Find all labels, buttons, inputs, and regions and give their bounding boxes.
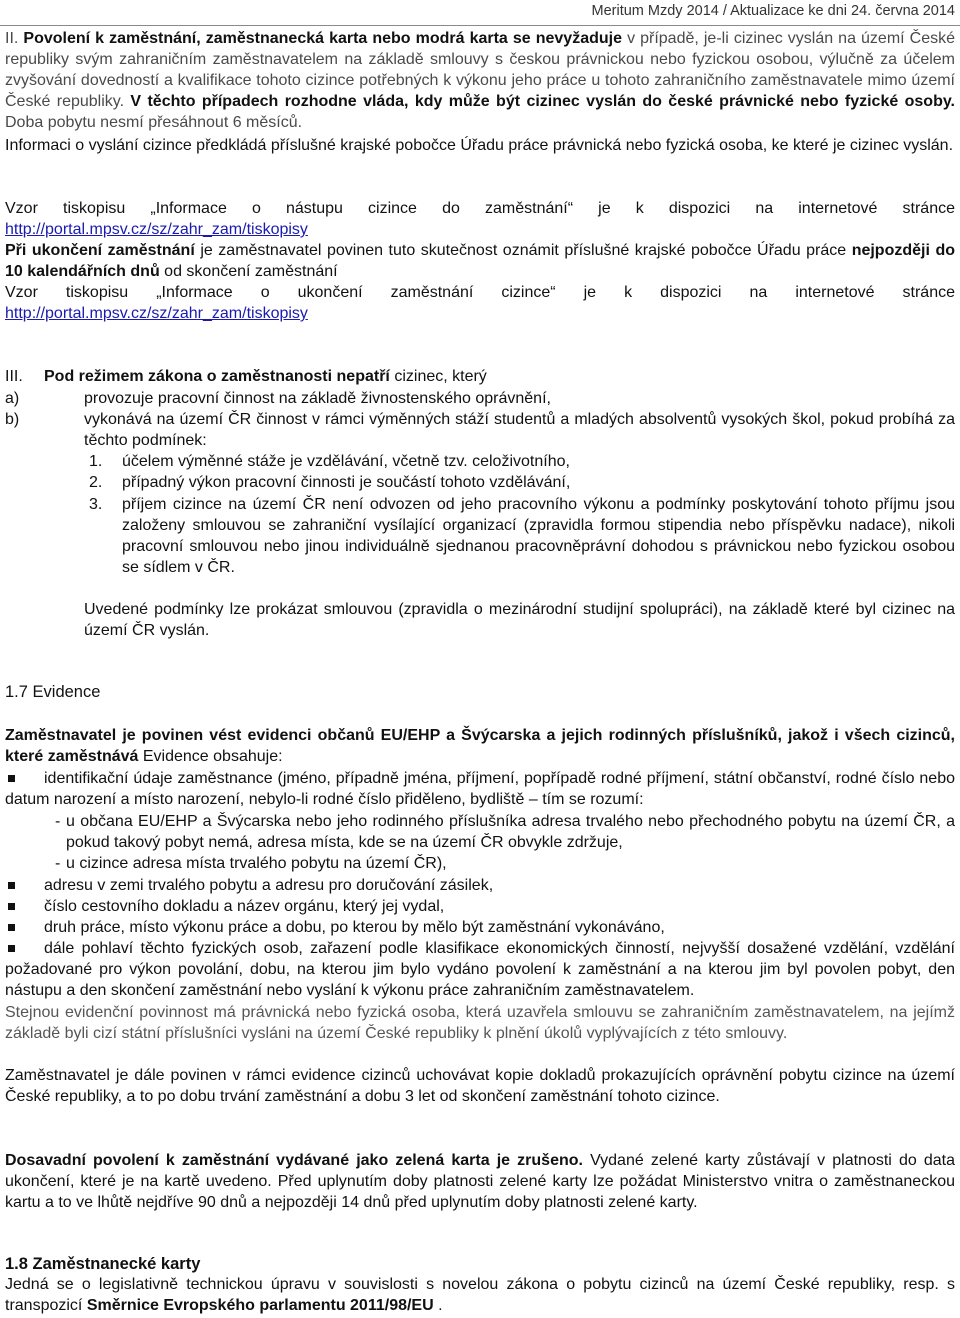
green-card-paragraph <box>5 1150 955 1213</box>
section-iii-heading-rest: cizinec, který <box>394 368 487 385</box>
evidence-intro-bold: Zaměstnavatel je povinen vést evidenci občanů EU/EHP a Švýcarska a jejich rodinných příslušníků, jakož i všech cizinců, které zaměstnává <box>5 727 955 765</box>
bullet-square-icon <box>8 924 15 931</box>
bullet-square-icon <box>8 903 15 910</box>
section-1-8-title: 1.8 Zaměstnanecké karty <box>5 1255 201 1273</box>
bullet-text: adresu v zemi trvalého pobytu a adresu pro doručování zásilek, <box>44 877 494 894</box>
proof-note: Uvedené podmínky lze prokázat smlouvou (zpravidla o mezinárodní studijní spolupráci), na základě které byl cizinec na území ČR vyslán. <box>84 601 955 639</box>
condition-item <box>89 451 955 472</box>
bullet-square-icon <box>8 775 15 782</box>
termination-paragraph <box>5 240 955 282</box>
condition-label: 1. <box>89 453 103 470</box>
list-item-text: provozuje pracovní činnost na základě živnostenského oprávnění, <box>84 390 551 407</box>
green-card-bold: Dosavadní povolení k zaměstnání vydávané jako zelená karta je zrušeno. <box>5 1152 583 1169</box>
running-header: Meritum Mzdy 2014 / Aktualizace ke dni 24. června 2014 <box>591 3 955 19</box>
sub-item-marker: - <box>55 855 61 872</box>
section-iii-heading-row <box>5 366 955 387</box>
bullet-square-icon <box>8 882 15 889</box>
condition-item <box>89 494 955 578</box>
bullet-text: číslo cestovního dokladu a název orgánu, který jej vydal, <box>44 898 445 915</box>
section-ii-paragraph <box>5 28 955 133</box>
section-1-8-text: Jedná se o legislativně technickou úpravu v souvislosti s novelou zákona o pobytu cizinců na území České republiky, resp. s transpozicí <box>5 1276 955 1314</box>
bullet-square-icon <box>8 945 15 952</box>
sub-item <box>55 853 955 874</box>
section-ii-government-rule: V těchto případech rozhodne vláda, kdy může být cizinec vyslán do české právnické nebo fyzické osoby. <box>130 93 955 110</box>
condition-label: 2. <box>89 474 103 491</box>
end-form-paragraph <box>5 282 955 324</box>
condition-item <box>89 472 955 493</box>
termination-bold: Při ukončení zaměstnání <box>5 242 195 259</box>
list-item <box>5 409 955 451</box>
section-1-8-paragraph <box>5 1274 955 1316</box>
sub-item-marker: - <box>55 813 61 830</box>
contractor-note: Stejnou evidenční povinnost má právnická nebo fyzická osoba, která uzavřela smlouvu se zahraničním zaměstnavatelem, na jejímž základě byli cizí státní příslušníci vysláni na území České republiky k plnění úkolů vyplývajících z této smlouvy. <box>5 1004 955 1042</box>
section-1-8-end: . <box>438 1297 443 1314</box>
end-form-text: Vzor tiskopisu „Informace o ukončení zaměstnání cizince“ je k dispozici na internetové stránce <box>5 284 955 301</box>
evidence-intro <box>5 725 955 767</box>
sub-item <box>55 811 955 853</box>
condition-text: příjem cizince na území ČR není odvozen od jeho pracovního výkonu a podmínky poskytování tohoto příjmu jsou založeny smlouvou se zahraniční vysílající organizací (zpravidla formou stipendia nebo příspěvku nadace), nikoli pracovní smlouvou nebo jinou individuálně sjednanou pracovněprávní dohodou s právnickou nebo fyzickou osobou se sídlem v ČR. <box>122 496 955 576</box>
section-ii-stay-limit: Doba pobytu nesmí přesáhnout 6 měsíců. <box>5 114 303 131</box>
section-ii-notification: Informaci o vyslání cizince předkládá příslušné krajské pobočce Úřadu práce právnická nebo fyzická osoba, ke které je cizinec vyslán. <box>5 137 954 154</box>
sub-item-text: u cizince adresa místa trvalého pobytu na území ČR), <box>66 855 447 872</box>
section-ii-number: II. <box>5 30 19 47</box>
section-ii-heading: Povolení k zaměstnání, zaměstnanecká karta nebo modrá karta se nevyžaduje <box>23 30 622 47</box>
bullet-text: dále pohlaví těchto fyzických osob, zařazení podle klasifikace ekonomických činností, nejvyšší dosažené vzdělání, vzdělání požadované pro výkon povolání, dobu, na kterou jim bylo vydáno povolení k zaměstnání a na kterou jim byl povolen pobyt, den nástupu a den skončení zaměstnání nebo vyslání k výkonu práce zahraničním zaměstnavatelem. <box>5 940 955 999</box>
termination-end: od skončení zaměstnání <box>164 263 338 280</box>
bullet-item <box>5 896 955 917</box>
list-item-label: a) <box>5 390 20 407</box>
section-iii-number: III. <box>5 368 23 385</box>
list-item-text: vykonává na území ČR činnost v rámci výměnných stáží studentů a mladých absolventů vysokých škol, pokud probíhá za těchto podmínek: <box>84 411 955 449</box>
start-form-paragraph <box>5 198 955 240</box>
end-form-link[interactable]: http://portal.mpsv.cz/sz/zahr_zam/tiskopisy <box>5 305 308 322</box>
condition-text: případný výkon pracovní činnosti je součástí tohoto vzdělávání, <box>122 474 571 491</box>
section-1-8-directive: Směrnice Evropského parlamentu 2011/98/EU <box>86 1297 434 1314</box>
bullet-item <box>5 768 955 810</box>
section-1-7-title: 1.7 Evidence <box>5 683 101 701</box>
bullet-item <box>5 938 955 1001</box>
section-iii-heading <box>44 366 955 387</box>
termination-deadline: nejpozději do 10 kalendářních dnů <box>5 242 955 280</box>
condition-label: 3. <box>89 496 103 513</box>
condition-text: účelem výměnné stáže je vzdělávání, včetně tzv. celoživotního, <box>122 453 570 470</box>
sub-item-text: u občana EU/EHP a Švýcarska nebo jeho rodinného příslušníka adresa trvalého nebo přechodného pobytu na území ČR, a pokud takový pobyt nemá, adresa místa, kde se na území ČR obvykle zdržuje, <box>66 813 955 851</box>
bullet-item <box>5 917 955 938</box>
section-ii-text: v případě, je-li cizinec vyslán na území České republiky svým zahraničním zaměstnavatelem na základě smlouvy s českou právnickou nebo fyzickou osobou, výlučně za účelem zvyšování dovedností a kvalifikace tohoto cizince potřebných k výkonu jeho práce u tohoto zahraničního zaměstnavatele mimo území České republiky. <box>5 30 955 110</box>
termination-text: je zaměstnavatel povinen tuto skutečnost oznámit příslušné krajské pobočce Úřadu práce <box>200 242 847 259</box>
section-iii-heading-bold: Pod režimem zákona o zaměstnanosti nepatří <box>44 368 390 385</box>
start-form-link[interactable]: http://portal.mpsv.cz/sz/zahr_zam/tiskopisy <box>5 221 308 238</box>
bullet-text: identifikační údaje zaměstnance (jméno, případně jména, příjmení, popřípadě rodné příjmení, státní občanství, rodné číslo nebo datum narození a místo narození, nebylo-li rodné číslo přiděleno, bydliště – tím se rozumí: <box>5 770 955 808</box>
start-form-text: Vzor tiskopisu „Informace o nástupu cizince do zaměstnání“ je k dispozici na internetové stránce <box>5 200 955 217</box>
evidence-intro-rest: Evidence obsahuje: <box>142 748 283 765</box>
list-item <box>5 388 955 409</box>
bullet-text: druh práce, místo výkonu práce a dobu, po kterou by mělo být zaměstnání vykonáváno, <box>44 919 665 936</box>
header-divider <box>0 25 960 26</box>
green-card-text: Vydané zelené karty zůstávají v platnosti do data ukončení, které je na kartě uvedeno. Před uplynutím doby platnosti zelené karty lze požádat Ministerstvo vnitra o zaměstnaneckou kartu a to ve lhůtě nejdříve 90 dnů a nejpozději 14 dnů před uplynutím doby platnosti zelené karty. <box>5 1152 955 1211</box>
bullet-item <box>5 875 955 896</box>
copies-note: Zaměstnavatel je dále povinen v rámci evidence cizinců uchovávat kopie dokladů prokazujících oprávnění pobytu cizince na území České republiky, a to po dobu trvání zaměstnání a dobu 3 let od skončení zaměstnání tohoto cizince. <box>5 1067 955 1105</box>
list-item-label: b) <box>5 411 20 428</box>
